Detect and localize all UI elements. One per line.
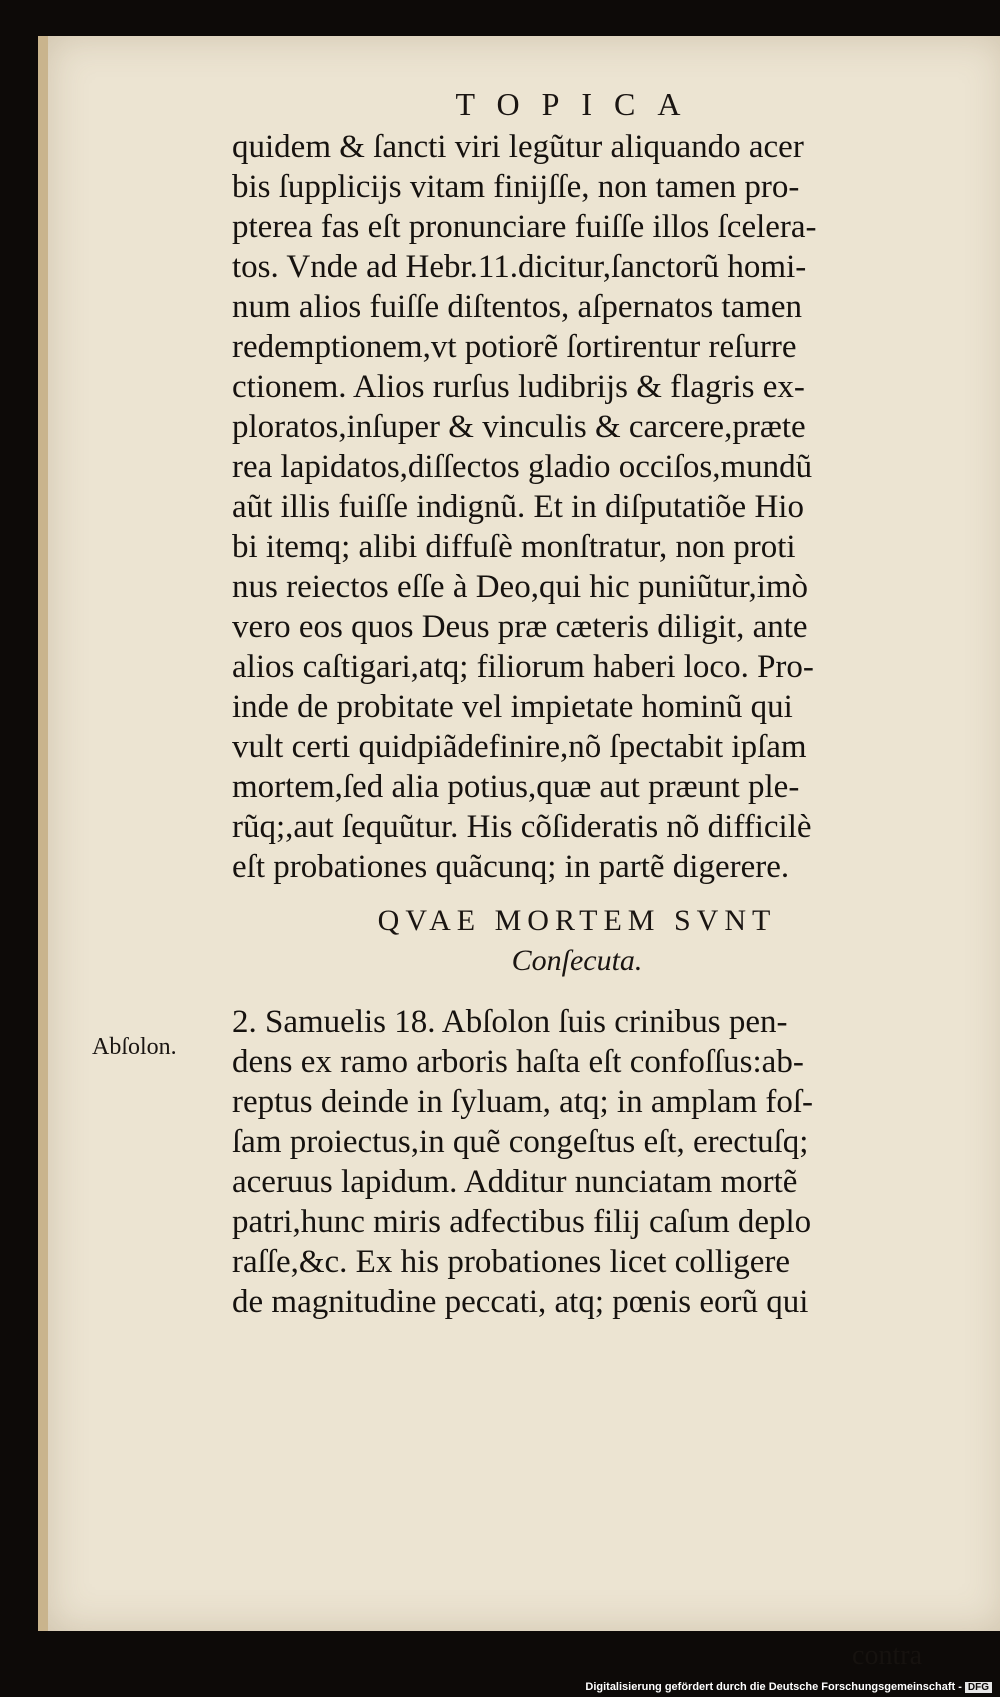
text-line: reptus deinde in ſyluam, atq; in amplam foſ-: [232, 1084, 814, 1120]
text-line: de magnitudine peccati, atq; pœnis eorũ qui: [232, 1284, 809, 1320]
text-line: aceruus lapidum. Additur nunciatam mortẽ: [232, 1164, 798, 1200]
text-line: ploratos,inſuper & vinculis & carcere,præte: [232, 409, 806, 445]
text-line: ctionem. Alios rurſus ludibrijs & flagris ex-: [232, 369, 805, 405]
section-title: QVAE MORTEM SVNT: [377, 904, 777, 937]
digitization-credit: [585, 1681, 992, 1693]
text-line: dens ex ramo arboris haſta eſt confoſſus:ab-: [232, 1044, 804, 1080]
text-line: quidem & ſancti viri legũtur aliquando acer: [232, 129, 804, 165]
text-line: ſam proiectus,in quẽ congeſtus eſt, erectuſq;: [232, 1124, 809, 1160]
text-line: patri,hunc miris adfectibus filij caſum deplo: [232, 1204, 812, 1240]
text-line: rea lapidatos,diſſectos gladio occiſos,mundũ: [232, 449, 813, 485]
text-line: pterea fas eſt pronunciare fuiſſe illos ſcelera-: [232, 209, 817, 245]
text-line: 2. Samuelis 18. Abſolon ſuis crinibus pen-: [232, 1004, 788, 1040]
text-line: raſſe,&c. Ex his probationes licet colligere: [232, 1244, 791, 1280]
text-line: inde de probitate vel impietate hominũ qui: [232, 689, 793, 725]
text-line: vult certi quidpiãdefinire,nõ ſpectabit ipſam: [232, 729, 807, 765]
text-line: tos. Vnde ad Hebr.11.dicitur,ſanctorũ homi-: [232, 249, 807, 285]
section-subtitle: Conſecuta.: [511, 944, 643, 977]
text-line: redemptionem,vt potiorẽ ſortirentur reſurre: [232, 329, 797, 365]
text-line: eſt probationes quãcunq; in partẽ digerere.: [232, 849, 790, 885]
paragraph-1: [232, 127, 922, 887]
text-line: bis ſupplicijs vitam finijſſe, non tamen pro-: [232, 169, 800, 205]
text-line: num alios fuiſſe diſtentos, aſpernatos tamen: [232, 289, 803, 325]
running-header: TOPICA: [455, 86, 703, 122]
dfg-logo: DFG: [965, 1682, 992, 1693]
text-line: alios caſtigari,atq; filiorum haberi loco. Pro-: [232, 649, 814, 685]
text-line: vero eos quos Deus præ cæteris diligit, ante: [232, 609, 808, 645]
marginal-note: Abſolon.: [92, 1034, 177, 1060]
catchword: contra: [852, 1640, 922, 1671]
text-line: nus reiectos eſſe à Deo,qui hic puniũtur,imò: [232, 569, 809, 605]
text-line: mortem,ſed alia potius,quæ aut præunt ple-: [232, 769, 800, 805]
text-line: aũt illis fuiſſe indignũ. Et in diſputatiõe Hio: [232, 489, 804, 525]
paragraph-2: [232, 1002, 922, 1322]
credit-text: Digitalisierung gefördert durch die Deutsche Forschungsgemeinschaft -: [585, 1681, 962, 1693]
text-line: bi itemq; alibi diffuſè monſtratur, non proti: [232, 529, 796, 565]
text-line: rũq;,aut ſequũtur. His cõſideratis nõ difficilè: [232, 809, 812, 845]
